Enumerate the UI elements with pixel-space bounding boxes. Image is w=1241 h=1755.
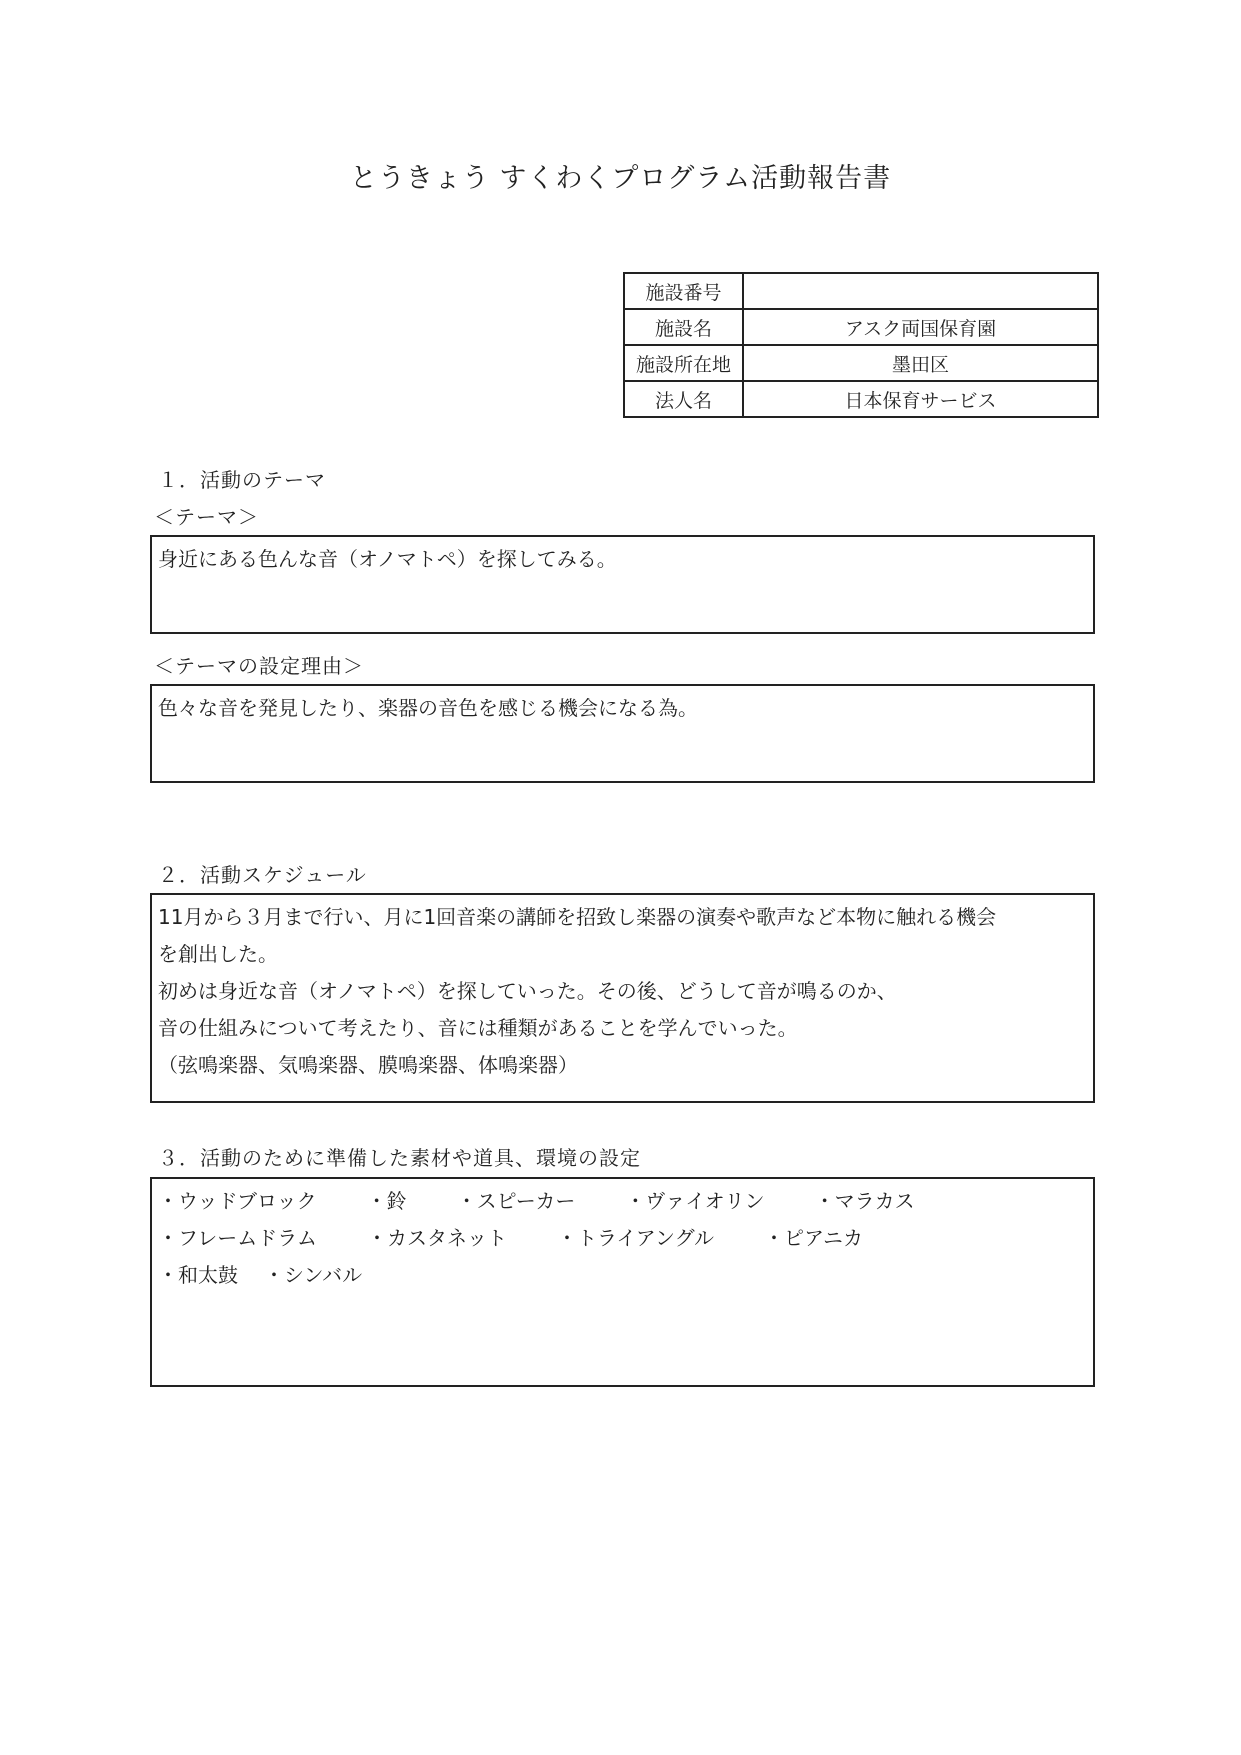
document-title: とうきょう すくわくプログラム活動報告書 [349, 163, 892, 194]
theme-box [150, 535, 1095, 634]
facility-name-value: アスク両国保育園 [743, 309, 1098, 345]
list-item: ・ヴァイオリン [625, 1189, 765, 1213]
facility-name-label: 施設名 [624, 309, 743, 345]
facility-location-label: 施設所在地 [624, 345, 743, 381]
schedule-line: （弦鳴楽器、気鳴楽器、膜鳴楽器、体鳴楽器） [158, 1053, 578, 1077]
facility-info-table [623, 272, 1099, 418]
list-item: ・ウッドブロック [158, 1189, 317, 1213]
list-item: ・カスタネット [367, 1226, 507, 1250]
materials-row [158, 1183, 1087, 1220]
facility-location-value: 墨田区 [743, 345, 1098, 381]
list-item: ・スピーカー [456, 1189, 576, 1213]
section2-heading: ２．活動スケジュール [158, 863, 367, 887]
section3-heading: ３．活動のために準備した素材や道具、環境の設定 [158, 1146, 641, 1170]
materials-row [158, 1220, 1087, 1257]
theme-label: ＜テーマ＞ [154, 505, 259, 529]
materials-box [150, 1177, 1095, 1387]
facility-number-value [743, 273, 1098, 309]
corporation-name-label: 法人名 [624, 381, 743, 417]
schedule-line: 音の仕組みについて考えたり、音には種類があることを学んでいった。 [158, 1016, 798, 1040]
schedule-box [150, 893, 1095, 1103]
corporation-name-value: 日本保育サービス [743, 381, 1098, 417]
list-item: ・ピアニカ [764, 1226, 863, 1250]
list-item: ・フレームドラム [158, 1226, 317, 1250]
table-row [624, 273, 1098, 309]
schedule-line: を創出した。 [158, 942, 278, 966]
schedule-line: 初めは身近な音（オノマトペ）を探していった。その後、どうして音が鳴るのか、 [158, 979, 897, 1003]
list-item: ・マラカス [814, 1189, 915, 1213]
list-item: ・トライアングル [557, 1226, 714, 1250]
table-row [624, 345, 1098, 381]
facility-number-label: 施設番号 [624, 273, 743, 309]
table-row [624, 381, 1098, 417]
theme-text: 身近にある色んな音（オノマトペ）を探してみる。 [158, 547, 617, 571]
schedule-line: 11月から３月まで行い、月に1回音楽の講師を招致し楽器の演奏や歌声など本物に触れる機会 [158, 905, 997, 929]
reason-text: 色々な音を発見したり、楽器の音色を感じる機会になる為。 [158, 696, 698, 720]
reason-box [150, 684, 1095, 783]
reason-label: ＜テーマの設定理由＞ [154, 654, 364, 678]
list-item: ・シンバル [264, 1263, 363, 1287]
list-item: ・和太鼓 [158, 1263, 238, 1287]
section1-heading: １．活動のテーマ [158, 468, 326, 492]
materials-row [158, 1257, 1087, 1294]
list-item: ・鈴 [366, 1189, 407, 1213]
table-row [624, 309, 1098, 345]
